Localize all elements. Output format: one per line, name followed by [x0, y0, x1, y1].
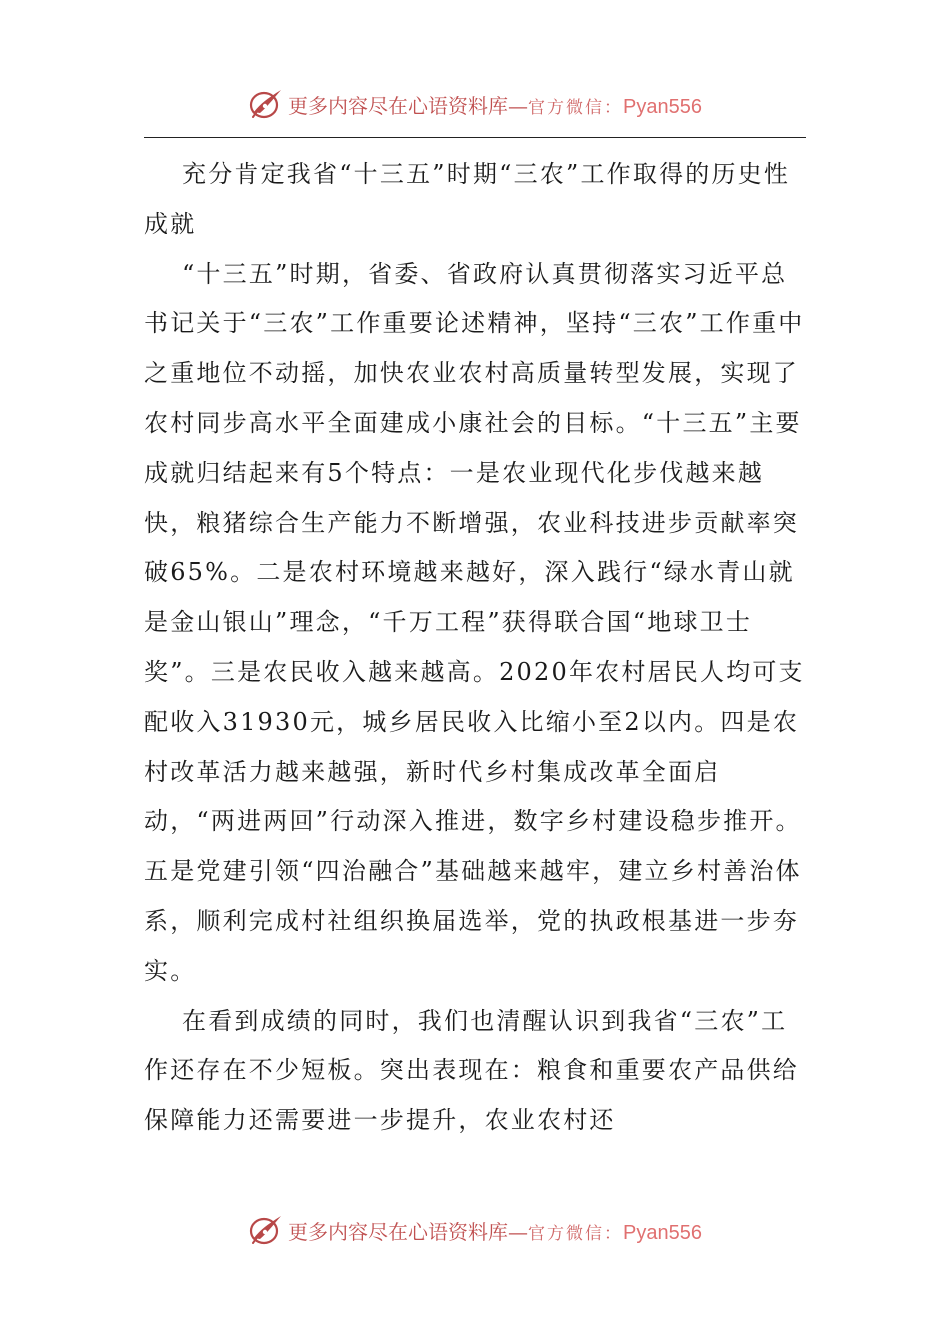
footer-banner — [0, 1210, 950, 1250]
document-body — [144, 150, 808, 1146]
wechat-label: 官方微信： — [528, 97, 624, 118]
banner-dash: — — [508, 93, 529, 118]
quill-logo-icon — [248, 1212, 284, 1248]
header-divider — [144, 137, 806, 138]
wechat-label: 官方微信： — [528, 1223, 624, 1244]
wechat-id: Pyan556 — [623, 95, 702, 118]
banner-text — [288, 1216, 702, 1245]
header-banner — [0, 84, 950, 124]
paragraph-heading: 充分肯定我省“十三五”时期“三农”工作取得的历史性成就 — [144, 160, 791, 238]
site-name: 更多内容尽在心语资料库 — [288, 1219, 509, 1244]
site-name: 更多内容尽在心语资料库 — [288, 93, 509, 118]
paragraph: “十三五”时期，省委、省政府认真贯彻落实习近平总书记关于“三农”工作重要论述精神，坚持“三农”工作重中之重地位不动摇，加快农业农村高质量转型发展，实现了农村同步高水平全面建成小康社会的目标。“十三五”主要成就归结起来有5个特点：一是农业现代化步伐越来越快，粮猪综合生产能力不断增强，农业科技进步贡献率突破65%。二是农村环境越来越好，深入践行“绿水青山就是金山银山”理念，“千万工程”获得联合国“地球卫士奖”。三是农民收入越来越高。2020年农村居民人均可支配收入31930元，城乡居民收入比缩小至2以内。四是农村改革活力越来越强，新时代乡村集成改革全面启动，“两进两回”行动深入推进，数字乡村建设稳步推开。五是党建引领“四治融合”基础越来越牢，建立乡村善治体系，顺利完成村社组织换届选举，党的执政根基进一步夯实。 — [144, 259, 805, 985]
banner-dash: — — [508, 1219, 529, 1244]
paragraph: 在看到成绩的同时，我们也清醒认识到我省“三农”工作还存在不少短板。突出表现在：粮食和重要农产品供给保障能力还需要进一步提升，农业农村还 — [144, 1006, 799, 1135]
wechat-id: Pyan556 — [623, 1221, 702, 1244]
quill-logo-icon — [248, 86, 284, 122]
banner-text — [288, 90, 702, 119]
